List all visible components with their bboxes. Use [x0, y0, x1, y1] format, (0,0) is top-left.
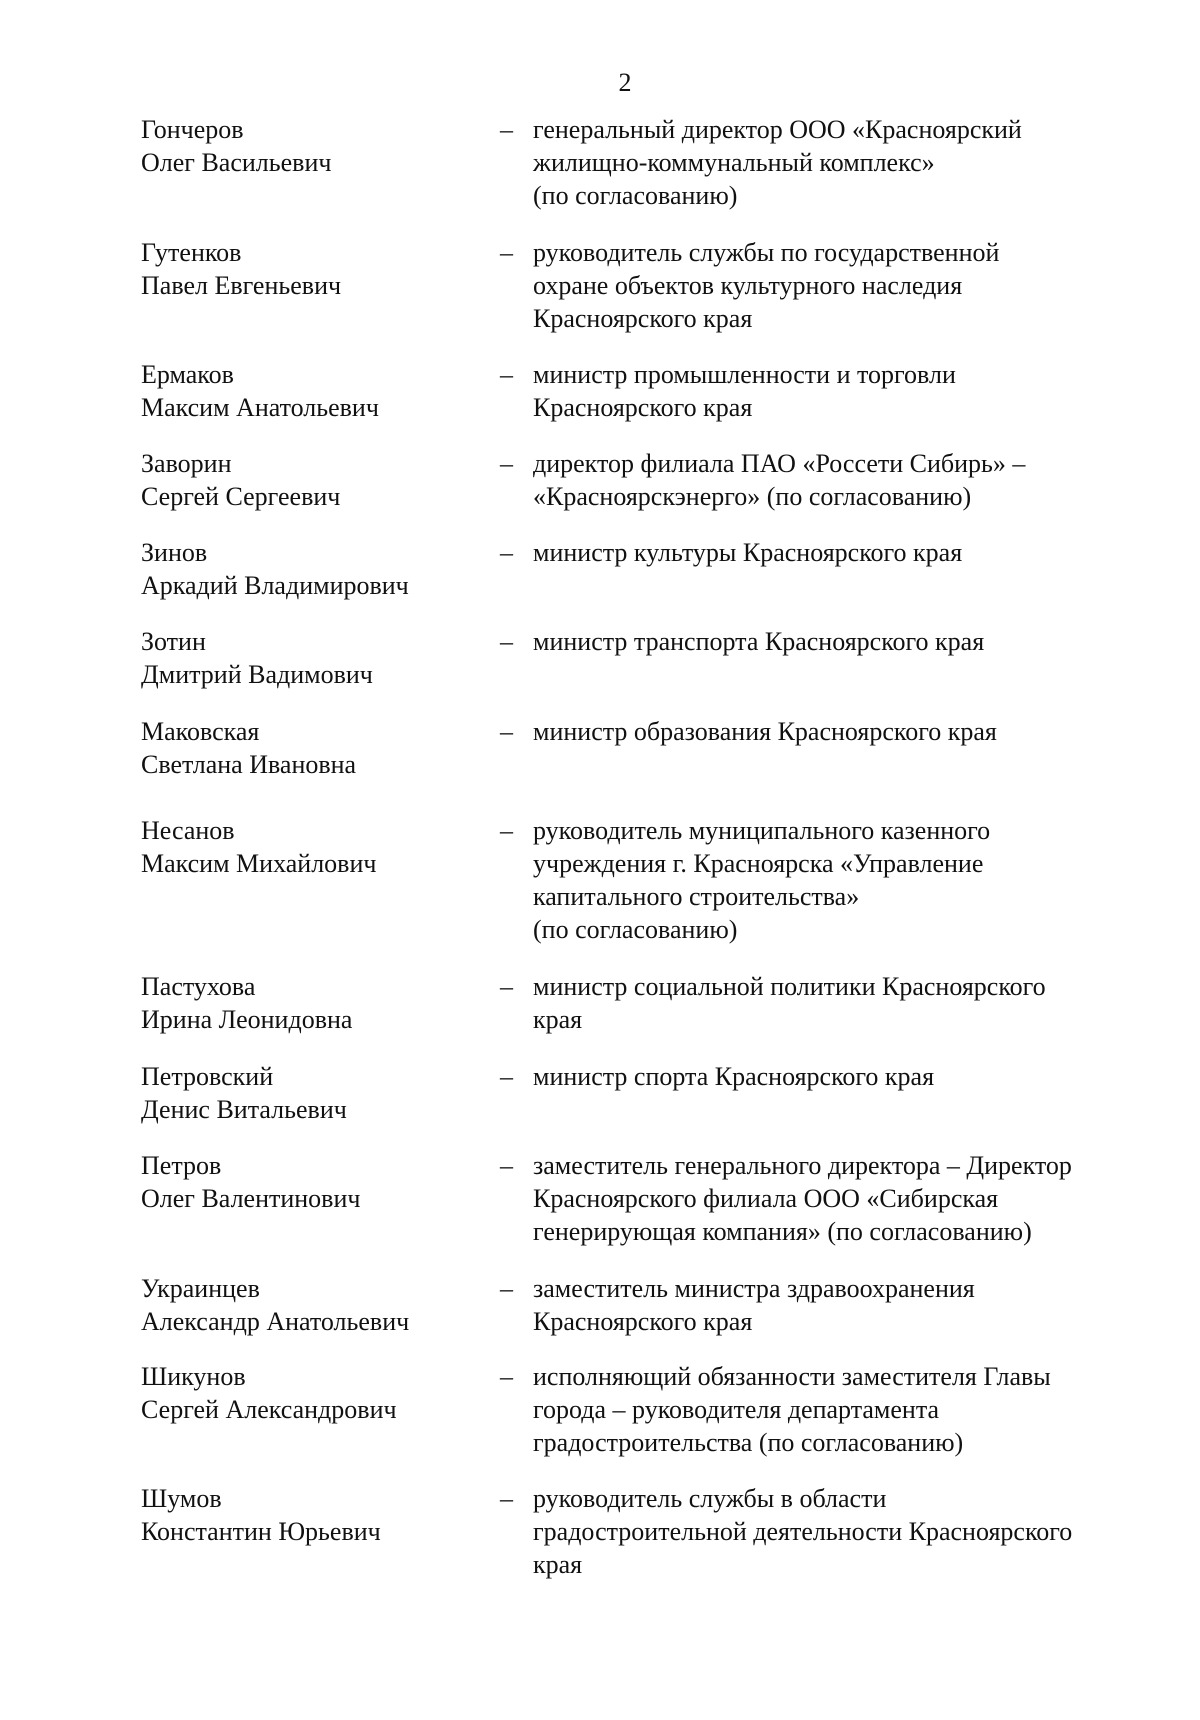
- member-position: [533, 536, 1153, 569]
- given-names: Павел Евгеньевич: [141, 271, 342, 300]
- surname: Шумов: [141, 1484, 222, 1513]
- member-name: [141, 814, 491, 880]
- position-line: руководитель муниципального казенного: [533, 816, 991, 845]
- position-line: (по согласованию): [533, 915, 738, 944]
- member-position: [533, 236, 1153, 335]
- dash-separator: –: [500, 627, 513, 656]
- position-line: генерирующая компания» (по согласованию): [533, 1217, 1032, 1246]
- member-position: [533, 1060, 1153, 1093]
- position-line: министр спорта Красноярского края: [533, 1062, 935, 1091]
- surname: Петров: [141, 1151, 222, 1180]
- member-name: [141, 1060, 491, 1126]
- position-line: градостроительства (по согласованию): [533, 1428, 964, 1457]
- position-line: министр транспорта Красноярского края: [533, 627, 985, 656]
- position-line: края: [533, 1005, 583, 1034]
- dash-separator: –: [500, 360, 513, 389]
- member-position: [533, 625, 1153, 658]
- position-line: исполняющий обязанности заместителя Главы: [533, 1362, 1051, 1391]
- position-line: директор филиала ПАО «Россети Сибирь» –: [533, 449, 1026, 478]
- member-position: [533, 447, 1153, 513]
- given-names: Константин Юрьевич: [141, 1517, 381, 1546]
- given-names: Максим Анатольевич: [141, 393, 379, 422]
- position-line: капитального строительства»: [533, 882, 860, 911]
- given-names: Олег Валентинович: [141, 1184, 361, 1213]
- member-name: [141, 536, 491, 602]
- member-position: [533, 970, 1153, 1036]
- member-name: [141, 447, 491, 513]
- position-line: края: [533, 1550, 583, 1579]
- member-name: [141, 715, 491, 781]
- position-line: заместитель генерального директора – Директор: [533, 1151, 1072, 1180]
- dash-separator: –: [500, 1151, 513, 1180]
- position-line: учреждения г. Красноярска «Управление: [533, 849, 984, 878]
- surname: Зинов: [141, 538, 208, 567]
- member-name: [141, 1149, 491, 1215]
- member-name: [141, 236, 491, 302]
- position-line: министр промышленности и торговли: [533, 360, 956, 389]
- given-names: Сергей Александрович: [141, 1395, 397, 1424]
- surname: Маковская: [141, 717, 260, 746]
- surname: Шикунов: [141, 1362, 246, 1391]
- dash-separator: –: [500, 1362, 513, 1391]
- member-name: [141, 358, 491, 424]
- given-names: Александр Анатольевич: [141, 1307, 410, 1336]
- member-name: [141, 1360, 491, 1426]
- dash-separator: –: [500, 1484, 513, 1513]
- member-position: [533, 1272, 1153, 1338]
- dash-separator: –: [500, 238, 513, 267]
- position-line: заместитель министра здравоохранения: [533, 1274, 975, 1303]
- dash-separator: –: [500, 972, 513, 1001]
- given-names: Аркадий Владимирович: [141, 571, 409, 600]
- member-name: [141, 1482, 491, 1548]
- position-line: «Красноярскэнерго» (по согласованию): [533, 482, 972, 511]
- position-line: (по согласованию): [533, 181, 738, 210]
- member-position: [533, 715, 1153, 748]
- member-name: [141, 970, 491, 1036]
- member-position: [533, 358, 1153, 424]
- surname: Заворин: [141, 449, 232, 478]
- dash-separator: –: [500, 115, 513, 144]
- given-names: Олег Васильевич: [141, 148, 332, 177]
- position-line: министр образования Красноярского края: [533, 717, 997, 746]
- given-names: Сергей Сергеевич: [141, 482, 341, 511]
- position-line: охране объектов культурного наследия: [533, 271, 963, 300]
- member-name: [141, 113, 491, 179]
- position-line: Красноярского края: [533, 304, 753, 333]
- dash-separator: –: [500, 449, 513, 478]
- position-line: министр социальной политики Красноярского: [533, 972, 1046, 1001]
- position-line: жилищно-коммунальный комплекс»: [533, 148, 935, 177]
- member-position: [533, 1482, 1153, 1581]
- given-names: Максим Михайлович: [141, 849, 377, 878]
- given-names: Светлана Ивановна: [141, 750, 357, 779]
- given-names: Ирина Леонидовна: [141, 1005, 353, 1034]
- dash-separator: –: [500, 816, 513, 845]
- surname: Зотин: [141, 627, 206, 656]
- member-name: [141, 1272, 491, 1338]
- surname: Гутенков: [141, 238, 242, 267]
- surname: Несанов: [141, 816, 235, 845]
- member-position: [533, 814, 1153, 946]
- dash-separator: –: [500, 717, 513, 746]
- position-line: градостроительной деятельности Красноярского: [533, 1517, 1073, 1546]
- given-names: Денис Витальевич: [141, 1095, 347, 1124]
- member-position: [533, 1149, 1153, 1248]
- surname: Украинцев: [141, 1274, 260, 1303]
- member-position: [533, 1360, 1153, 1459]
- surname: Гончеров: [141, 115, 244, 144]
- page-number: 2: [618, 68, 632, 97]
- dash-separator: –: [500, 1274, 513, 1303]
- position-line: Красноярского филиала ООО «Сибирская: [533, 1184, 999, 1213]
- position-line: министр культуры Красноярского края: [533, 538, 963, 567]
- position-line: руководитель службы по государственной: [533, 238, 1000, 267]
- surname: Пастухова: [141, 972, 256, 1001]
- member-name: [141, 625, 491, 691]
- dash-separator: –: [500, 538, 513, 567]
- surname: Ермаков: [141, 360, 234, 389]
- position-line: города – руководителя департамента: [533, 1395, 940, 1424]
- surname: Петровский: [141, 1062, 274, 1091]
- given-names: Дмитрий Вадимович: [141, 660, 373, 689]
- dash-separator: –: [500, 1062, 513, 1091]
- member-position: [533, 113, 1153, 212]
- position-line: Красноярского края: [533, 1307, 753, 1336]
- position-line: руководитель службы в области: [533, 1484, 887, 1513]
- position-line: Красноярского края: [533, 393, 753, 422]
- position-line: генеральный директор ООО «Красноярский: [533, 115, 1022, 144]
